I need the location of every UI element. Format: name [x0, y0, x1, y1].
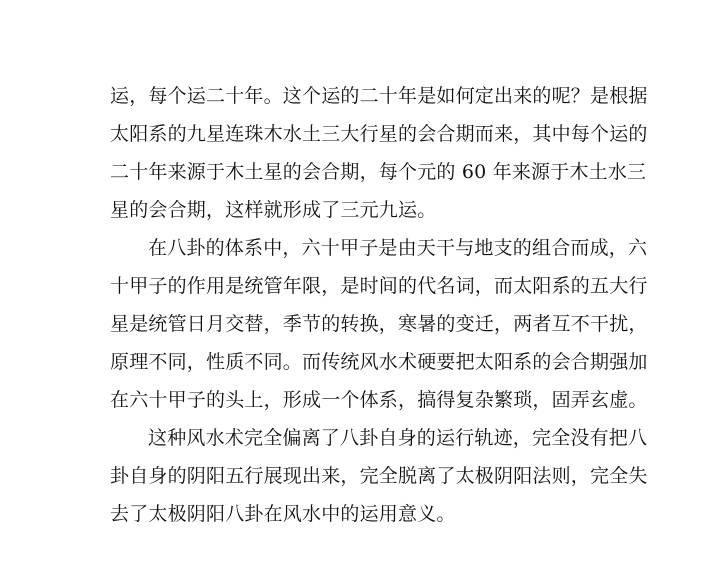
text-line: 星是统管日月交替，季节的转换，寒暑的变迁，两者互不干扰， [110, 313, 648, 335]
text-line: 太阳系的九星连珠木水土三大行星的会合期而来，其中每个运的 [110, 123, 648, 145]
text-line: 原理不同，性质不同。而传统风水术硬要把太阳系的会合期强加 [110, 351, 648, 373]
text-line: 运，每个运二十年。这个运的二十年是如何定出来的呢？是根据 [110, 85, 648, 107]
text-line: 去了太极阴阳八卦在风水中的运用意义。 [110, 503, 456, 525]
text-line: 十甲子的作用是统管年限，是时间的代名词，而太阳系的五大行 [110, 275, 648, 297]
paragraph-first-line: 在八卦的体系中，六十甲子是由天干与地支的组合而成，六 [148, 237, 648, 259]
text-line: 星的会合期，这样就形成了三元九运。 [110, 199, 437, 221]
paragraph-first-line: 这种风水术完全偏离了八卦自身的运行轨迹，完全没有把八 [148, 427, 648, 449]
text-line: 二十年来源于木土星的会合期，每个元的 60 年来源于木土水三 [110, 161, 647, 183]
text-line: 在六十甲子的头上，形成一个体系，搞得复杂繁琐，固弄玄虚。 [110, 389, 648, 411]
text-line: 卦自身的阴阳五行展现出来，完全脱离了太极阴阳法则，完全失 [110, 465, 648, 487]
